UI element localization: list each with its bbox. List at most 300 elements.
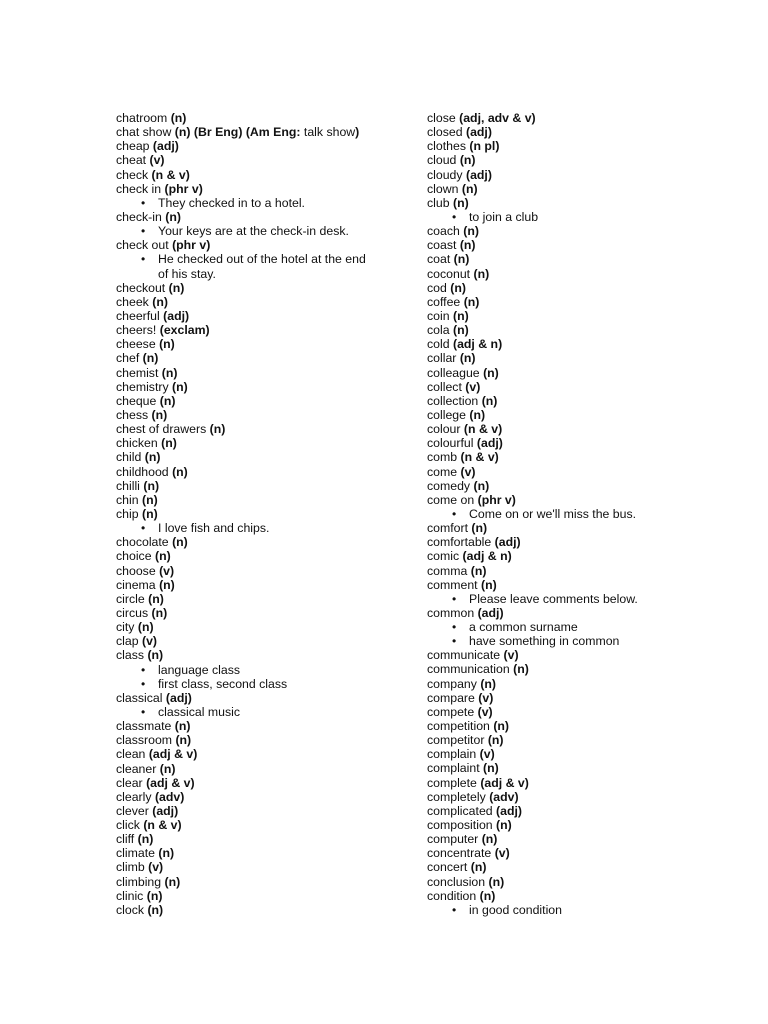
part-of-speech-label: (n) [158, 846, 175, 861]
headword-entry [427, 196, 727, 210]
part-of-speech-label: (adj) [465, 167, 492, 182]
headword: clever [116, 803, 153, 818]
headword-entry [116, 479, 416, 493]
headword-entry [116, 592, 416, 606]
headword: chatroom [116, 111, 171, 125]
headword: clearly [116, 789, 155, 804]
part-of-speech-label: (adj) [152, 139, 179, 154]
part-of-speech-label: (v) [478, 690, 494, 705]
part-of-speech-label: (n) [480, 676, 497, 691]
part-of-speech-label: (adj & n) [462, 549, 512, 564]
headword: chess [116, 407, 152, 422]
example-sentence: • I love fish and chips. [116, 521, 416, 535]
part-of-speech-label: (exclam) [159, 323, 210, 338]
headword-entry [116, 648, 416, 662]
headword-entry [116, 578, 416, 592]
part-of-speech-label: (adj & v) [148, 747, 198, 762]
headword: collect [427, 379, 466, 394]
headword: coach [427, 224, 464, 239]
headword-entry [427, 323, 727, 337]
part-of-speech-label: (adj) [163, 309, 190, 323]
headword: comment [427, 577, 481, 592]
headword-entry [116, 168, 416, 182]
headword-entry [116, 719, 416, 733]
part-of-speech-label: (n & v) [460, 450, 499, 465]
part-of-speech-label: (n) [147, 648, 164, 663]
headword: clean [116, 747, 149, 762]
headword: check in [116, 181, 165, 196]
headword: checkout [116, 280, 169, 295]
headword: chocolate [116, 535, 173, 550]
headword: circus [116, 605, 152, 620]
headword: cola [427, 323, 453, 338]
headword: come on [427, 492, 478, 507]
headword-entry [116, 535, 416, 549]
part-of-speech-label: (n) [481, 393, 498, 408]
headword: common [427, 605, 478, 620]
headword-entry [116, 125, 416, 139]
headword-entry [427, 252, 727, 266]
part-of-speech-label: (n) [159, 761, 176, 776]
headword-entry [427, 761, 727, 775]
headword: clinic [116, 888, 147, 903]
headword-entry [427, 153, 727, 167]
headword: climate [116, 846, 159, 861]
part-of-speech-label: (v) [494, 846, 510, 861]
part-of-speech-label: (n) [147, 902, 164, 917]
headword-entry [116, 465, 416, 479]
headword-entry [427, 889, 727, 903]
part-of-speech-label: (v) [141, 634, 158, 649]
headword-entry [427, 606, 727, 620]
headword-entry [116, 323, 416, 337]
headword: chip [116, 506, 142, 521]
headword-entry [427, 747, 727, 761]
example-sentence: • language class [116, 663, 416, 677]
headword-entry [116, 111, 416, 125]
example-sentence: • Come on or we'll miss the bus. [427, 507, 727, 521]
part-of-speech-label: (n) [513, 662, 529, 677]
headword: complain [427, 747, 480, 762]
part-of-speech-label: (n) [159, 577, 175, 592]
headword: clap [116, 634, 142, 649]
headword-entry [116, 394, 416, 408]
part-of-speech-label: (phr v) [172, 238, 211, 253]
headword-entry [427, 408, 727, 422]
headword: chemistry [116, 379, 173, 394]
headword-entry [116, 436, 416, 450]
part-of-speech-label: (n) [151, 605, 168, 620]
part-of-speech-label: (adj & v) [480, 775, 529, 790]
headword: cod [427, 280, 451, 295]
headword-entry [427, 267, 727, 281]
headword-entry [116, 351, 416, 365]
headword-entry [427, 648, 727, 662]
part-of-speech-label: (n) [469, 407, 486, 422]
headword-entry [116, 380, 416, 394]
headword-entry [116, 408, 416, 422]
headword: collar [427, 351, 460, 366]
part-of-speech-label: (n) [481, 577, 497, 592]
headword: comedy [427, 478, 474, 493]
headword-entry [116, 549, 416, 563]
headword-entry [427, 662, 727, 676]
headword: company [427, 676, 481, 691]
headword: climb [116, 860, 149, 875]
headword: computer [427, 832, 482, 847]
part-of-speech-label: (n) [143, 478, 160, 493]
headword: climbing [116, 874, 165, 889]
part-of-speech-label: (n & v) [463, 422, 503, 437]
part-of-speech-label: (n) [459, 351, 476, 366]
headword: come [427, 464, 461, 479]
part-of-speech-label: (adj) [152, 803, 179, 818]
part-of-speech-label: (n & v) [151, 167, 190, 182]
headword: chest of drawers [116, 422, 210, 437]
headword-entry [427, 818, 727, 832]
headword: cleaner [116, 761, 160, 776]
part-of-speech-label: (n) [161, 365, 178, 380]
headword: close [427, 111, 460, 125]
part-of-speech-label: (n) [137, 832, 154, 847]
part-of-speech-label: (n) [164, 874, 181, 889]
part-of-speech-label: (v) [159, 563, 175, 578]
headword-entry [427, 168, 727, 182]
headword: compare [427, 690, 479, 705]
headword: conclusion [427, 874, 489, 889]
headword: clear [116, 775, 147, 790]
part-of-speech-label: (adj) [494, 535, 521, 550]
part-of-speech-label: (n) [487, 733, 504, 748]
part-of-speech-label: (n) [174, 719, 191, 734]
part-of-speech-label: (n) [161, 436, 177, 451]
headword-entry [427, 677, 727, 691]
headword-entry [427, 493, 727, 507]
headword-entry [116, 337, 416, 351]
headword: coast [427, 238, 460, 253]
headword: cheque [116, 393, 160, 408]
headword-entry [427, 804, 727, 818]
headword: comb [427, 450, 461, 465]
part-of-speech-label: (n) [470, 860, 487, 875]
headword-entry [427, 691, 727, 705]
headword: complicated [427, 803, 497, 818]
headword-entry [116, 238, 416, 252]
headword: chin [116, 492, 142, 507]
part-of-speech-label: (n) [459, 153, 476, 168]
headword-entry [427, 719, 727, 733]
headword: college [427, 407, 470, 422]
part-of-speech-label: (v) [149, 153, 165, 168]
headword: chat show [116, 125, 175, 140]
example-sentence: • in good condition [427, 903, 727, 917]
part-of-speech-label: (n) [450, 280, 466, 295]
headword-entry [116, 309, 416, 323]
part-of-speech-label: (n) [151, 407, 168, 422]
headword-entry [427, 832, 727, 846]
part-of-speech-label: (n) [459, 238, 476, 253]
headword: cloud [427, 153, 460, 168]
headword: closed [427, 125, 466, 140]
headword-entry [116, 295, 416, 309]
headword: classroom [116, 733, 176, 748]
headword-entry [427, 394, 727, 408]
headword: coconut [427, 266, 474, 281]
headword-entry [427, 846, 727, 860]
example-sentence: • to join a club [427, 210, 727, 224]
headword: cold [427, 337, 453, 352]
part-of-speech-label: (n) [137, 620, 154, 635]
headword-entry [427, 776, 727, 790]
headword: clock [116, 902, 148, 917]
headword-entry [116, 875, 416, 889]
headword-entry [427, 281, 727, 295]
word-list-column-left [116, 111, 416, 917]
part-of-speech-label: (phr v) [477, 492, 516, 507]
part-of-speech-label: (n) [493, 719, 510, 734]
headword-entry [427, 705, 727, 719]
headword-entry [116, 747, 416, 761]
part-of-speech-label: (v) [477, 704, 493, 719]
headword-entry [427, 875, 727, 889]
headword: child [116, 450, 145, 465]
headword: classical [116, 690, 166, 705]
headword: childhood [116, 464, 173, 479]
headword-entry [116, 182, 416, 196]
headword-entry [427, 521, 727, 535]
headword-entry [116, 450, 416, 464]
headword-entry [427, 479, 727, 493]
headword: collection [427, 393, 482, 408]
part-of-speech-label: (n) [463, 224, 479, 239]
part-of-speech-label: (n) [209, 422, 226, 437]
headword: cinema [116, 577, 160, 592]
headword: comic [427, 549, 463, 564]
headword-entry [116, 493, 416, 507]
part-of-speech-label: (n) [496, 818, 512, 833]
headword-entry [427, 790, 727, 804]
headword: check-in [116, 209, 166, 224]
part-of-speech-label: (adj) [476, 436, 503, 451]
part-of-speech-label: (n) [148, 591, 164, 606]
part-of-speech-label: (n) [481, 832, 498, 847]
part-of-speech-label: (n) [483, 365, 499, 380]
part-of-speech-label: (n) [452, 308, 469, 323]
headword: colour [427, 422, 464, 437]
headword: comfortable [427, 535, 495, 550]
headword-entry [116, 210, 416, 224]
headword: classmate [116, 719, 175, 734]
headword-entry [427, 733, 727, 747]
headword-entry [427, 111, 727, 125]
headword-entry [116, 903, 416, 917]
example-sentence: • a common surname [427, 620, 727, 634]
headword: comfort [427, 521, 472, 536]
part-of-speech-label: (n) [473, 478, 490, 493]
headword: coat [427, 252, 454, 267]
part-of-speech-label: (n) [452, 195, 469, 210]
part-of-speech-label: (n) [152, 294, 168, 309]
part-of-speech-label: (n) [175, 733, 192, 748]
headword-entry [427, 295, 727, 309]
part-of-speech-label: (n) [165, 209, 181, 224]
headword-entry [427, 450, 727, 464]
part-of-speech-label: (n) [146, 888, 163, 903]
headword: check [116, 167, 152, 182]
part-of-speech-label: (n) [483, 761, 499, 776]
headword-entry [427, 436, 727, 450]
headword-entry [116, 846, 416, 860]
part-of-speech-label: (n) [479, 888, 496, 903]
part-of-speech-label: (adv) [154, 789, 185, 804]
headword: comma [427, 563, 471, 578]
part-of-speech-label: (n) [172, 535, 188, 550]
headword: communication [427, 662, 514, 677]
part-of-speech-label: (n) [168, 280, 185, 295]
headword: cheek [116, 294, 153, 309]
headword: cloudy [427, 167, 466, 182]
part-of-speech-label: ) [355, 125, 360, 140]
headword: coffee [427, 294, 464, 309]
example-sentence: • He checked out of the hotel at the end of his stay. [116, 252, 378, 280]
headword: city [116, 620, 138, 635]
part-of-speech-label: (n) [488, 874, 505, 889]
headword: cliff [116, 832, 138, 847]
example-sentence: • They checked in to a hotel. [116, 196, 416, 210]
word-list-column-right [427, 111, 727, 917]
headword: compete [427, 704, 478, 719]
headword: complaint [427, 761, 484, 776]
part-of-speech-label: (adj) [496, 803, 523, 818]
part-of-speech-label: (n) [471, 521, 488, 536]
headword-entry [116, 691, 416, 705]
part-of-speech-label: (v) [479, 747, 495, 762]
headword: competition [427, 719, 494, 734]
part-of-speech-label: (adj) [477, 605, 504, 620]
headword-entry [427, 549, 727, 563]
part-of-speech-label: (n) [473, 266, 490, 281]
headword-entry [116, 733, 416, 747]
headword: choice [116, 549, 155, 564]
headword: coin [427, 308, 453, 323]
part-of-speech-label: (n) [461, 181, 478, 196]
part-of-speech-label: (n) [453, 252, 470, 267]
headword-entry [116, 620, 416, 634]
headword-entry [116, 507, 416, 521]
headword-entry [427, 139, 727, 153]
example-sentence: • have something in common [427, 634, 727, 648]
headword-entry [427, 535, 727, 549]
part-of-speech-label: (n) [172, 379, 188, 394]
headword-entry [116, 281, 416, 295]
headword-entry [427, 309, 727, 323]
headword-entry [116, 606, 416, 620]
headword-entry [116, 366, 416, 380]
part-of-speech-label: (n pl) [469, 139, 500, 154]
headword: chemist [116, 365, 162, 380]
headword: cheap [116, 139, 153, 154]
headword: colleague [427, 365, 484, 380]
headword: clothes [427, 139, 470, 154]
headword-entry [427, 337, 727, 351]
headword: cheese [116, 337, 160, 352]
part-of-speech-label: (adj, adv & v) [459, 111, 536, 125]
headword-entry [427, 351, 727, 365]
part-of-speech-label: (n) [154, 549, 171, 564]
part-of-speech-label: (adv) [489, 789, 519, 804]
part-of-speech-label: (n) [470, 563, 487, 578]
part-of-speech-label: (n) [141, 506, 158, 521]
example-sentence: • Please leave comments below. [427, 592, 727, 606]
part-of-speech-label: (v) [503, 648, 519, 663]
headword-entry [116, 153, 416, 167]
part-of-speech-label: (n) [452, 323, 469, 338]
part-of-speech-label: (v) [148, 860, 164, 875]
part-of-speech-label: (adj) [465, 125, 492, 140]
headword: chicken [116, 436, 162, 451]
headword-entry [427, 422, 727, 436]
part-of-speech-label: (n) [142, 351, 159, 366]
headword: chef [116, 351, 143, 366]
headword-entry [427, 224, 727, 238]
part-of-speech-label: (adj & n) [452, 337, 503, 352]
headword-entry [116, 634, 416, 648]
part-of-speech-label: (n & v) [143, 818, 182, 833]
part-of-speech-label: (n) [141, 492, 158, 507]
headword-entry [427, 860, 727, 874]
headword-entry [116, 832, 416, 846]
part-of-speech-label: (n) [463, 294, 480, 309]
headword-entry [116, 422, 416, 436]
part-of-speech-label: (phr v) [164, 181, 203, 196]
headword: communicate [427, 648, 504, 663]
example-sentence: • first class, second class [116, 677, 416, 691]
headword-entry [427, 125, 727, 139]
headword: talk show [300, 125, 356, 140]
headword: colourful [427, 436, 477, 451]
part-of-speech-label: (v) [465, 379, 481, 394]
headword: class [116, 648, 148, 663]
part-of-speech-label: (v) [460, 464, 476, 479]
headword: complete [427, 775, 481, 790]
part-of-speech-label: (adj & v) [146, 775, 195, 790]
headword-entry [427, 578, 727, 592]
headword-entry [427, 366, 727, 380]
headword-entry [116, 776, 416, 790]
example-sentence: • classical music [116, 705, 416, 719]
headword: club [427, 195, 453, 210]
headword-entry [427, 465, 727, 479]
headword: choose [116, 563, 160, 578]
headword: concert [427, 860, 471, 875]
headword: circle [116, 591, 149, 606]
headword: composition [427, 818, 497, 833]
headword-entry [116, 762, 416, 776]
part-of-speech-label: (adj) [165, 690, 192, 705]
headword-entry [116, 790, 416, 804]
headword-entry [427, 238, 727, 252]
headword: competitor [427, 733, 488, 748]
example-sentence: • Your keys are at the check-in desk. [116, 224, 416, 238]
headword: cheat [116, 153, 150, 168]
headword: condition [427, 888, 480, 903]
part-of-speech-label: (n) (Br Eng) (Am Eng: [174, 125, 301, 140]
headword-entry [116, 139, 416, 153]
headword: clown [427, 181, 462, 196]
headword-entry [116, 889, 416, 903]
part-of-speech-label: (n) [170, 111, 187, 125]
part-of-speech-label: (n) [172, 464, 188, 479]
